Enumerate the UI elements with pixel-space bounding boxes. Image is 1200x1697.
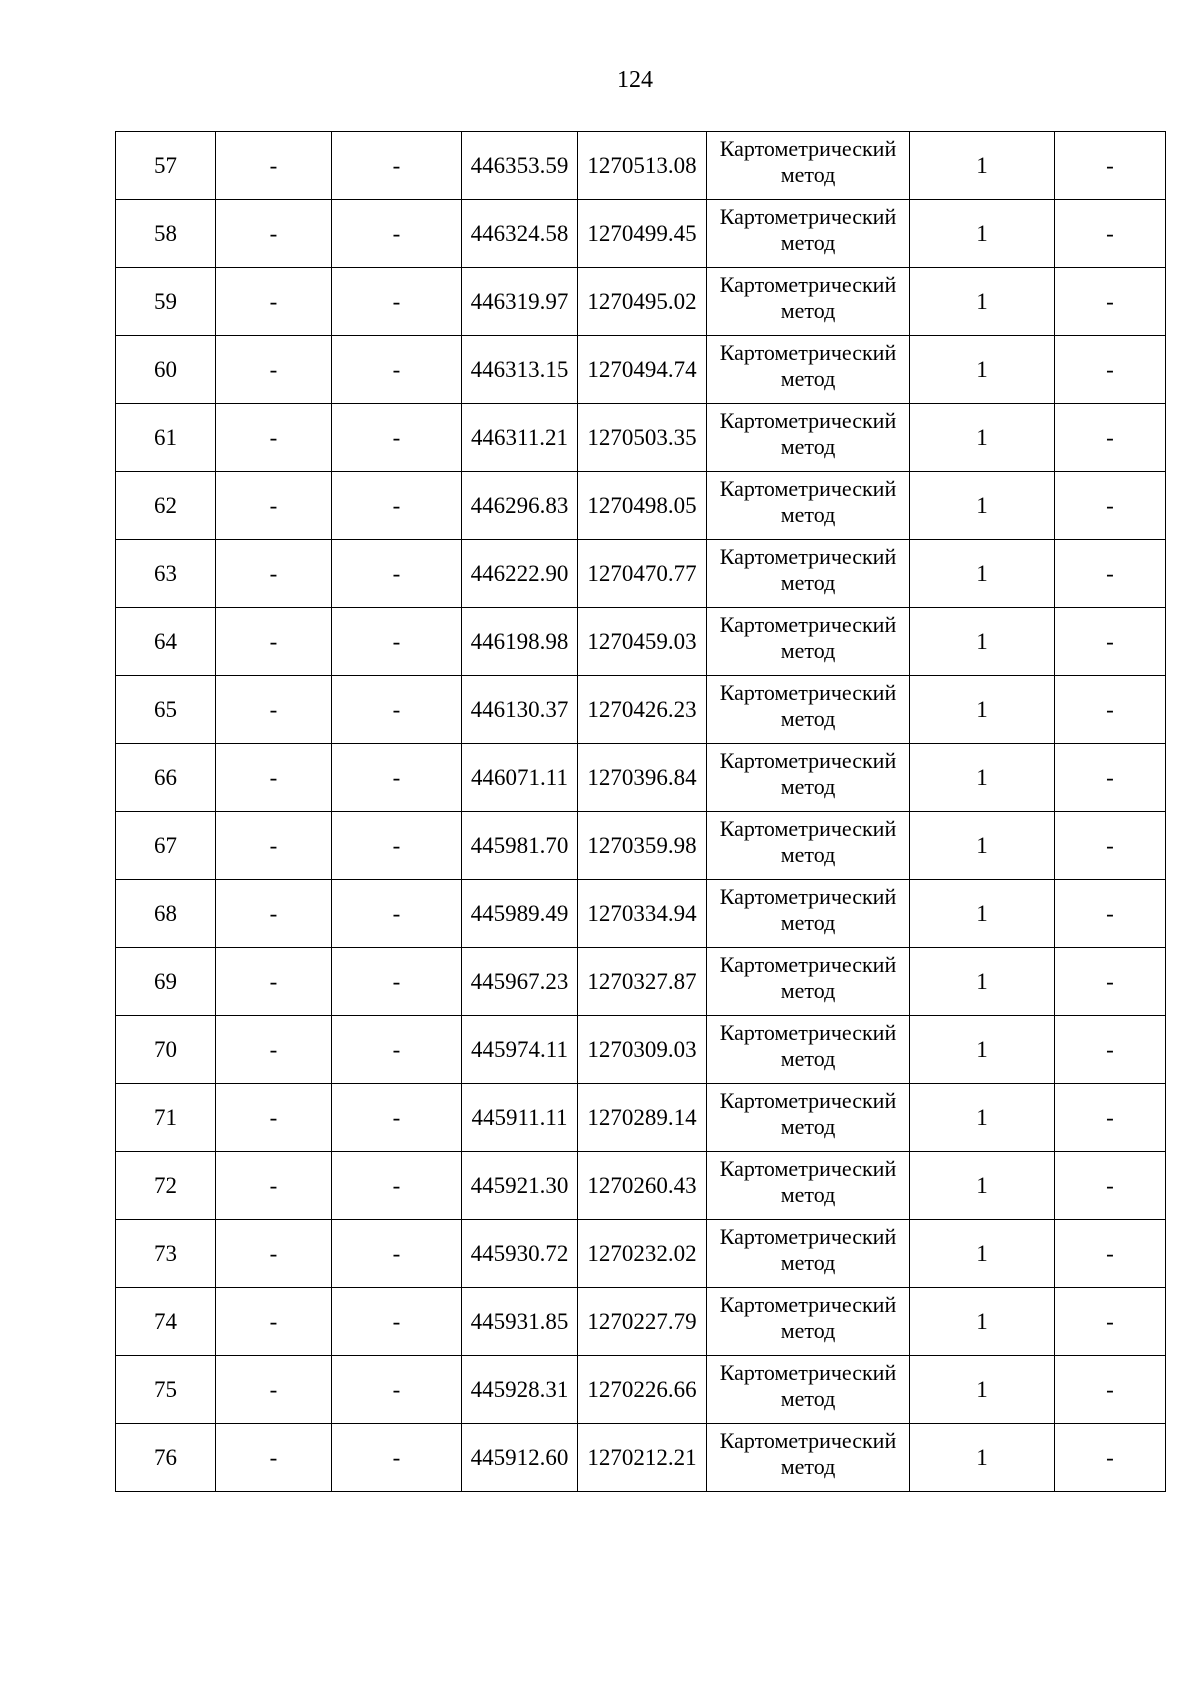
empty-value-cell: - bbox=[1055, 540, 1166, 608]
empty-value-cell: - bbox=[332, 1356, 462, 1424]
accuracy-cell: 1 bbox=[910, 1220, 1055, 1288]
table-row bbox=[116, 200, 1166, 268]
y-coordinate-cell: 1270494.74 bbox=[578, 336, 707, 404]
y-coordinate-cell: 1270503.35 bbox=[578, 404, 707, 472]
y-coordinate-cell: 1270232.02 bbox=[578, 1220, 707, 1288]
method-cell: Картометрический метод bbox=[707, 744, 910, 812]
table-row bbox=[116, 540, 1166, 608]
point-number-cell: 57 bbox=[116, 132, 216, 200]
point-number-cell: 64 bbox=[116, 608, 216, 676]
method-cell: Картометрический метод bbox=[707, 1016, 910, 1084]
empty-value-cell: - bbox=[1055, 1152, 1166, 1220]
empty-value-cell: - bbox=[216, 472, 332, 540]
point-number-cell: 76 bbox=[116, 1424, 216, 1492]
table-row bbox=[116, 132, 1166, 200]
empty-value-cell: - bbox=[332, 268, 462, 336]
accuracy-cell: 1 bbox=[910, 404, 1055, 472]
empty-value-cell: - bbox=[1055, 1356, 1166, 1424]
table-row bbox=[116, 744, 1166, 812]
point-number-cell: 58 bbox=[116, 200, 216, 268]
y-coordinate-cell: 1270513.08 bbox=[578, 132, 707, 200]
x-coordinate-cell: 446222.90 bbox=[462, 540, 578, 608]
x-coordinate-cell: 445974.11 bbox=[462, 1016, 578, 1084]
x-coordinate-cell: 446198.98 bbox=[462, 608, 578, 676]
empty-value-cell: - bbox=[332, 472, 462, 540]
empty-value-cell: - bbox=[216, 1288, 332, 1356]
y-coordinate-cell: 1270426.23 bbox=[578, 676, 707, 744]
x-coordinate-cell: 445921.30 bbox=[462, 1152, 578, 1220]
empty-value-cell: - bbox=[332, 744, 462, 812]
point-number-cell: 61 bbox=[116, 404, 216, 472]
empty-value-cell: - bbox=[216, 200, 332, 268]
y-coordinate-cell: 1270227.79 bbox=[578, 1288, 707, 1356]
empty-value-cell: - bbox=[216, 744, 332, 812]
empty-value-cell: - bbox=[1055, 268, 1166, 336]
empty-value-cell: - bbox=[1055, 744, 1166, 812]
y-coordinate-cell: 1270470.77 bbox=[578, 540, 707, 608]
point-number-cell: 73 bbox=[116, 1220, 216, 1288]
point-number-cell: 60 bbox=[116, 336, 216, 404]
table-row bbox=[116, 880, 1166, 948]
method-cell: Картометрический метод bbox=[707, 1424, 910, 1492]
table-row bbox=[116, 1084, 1166, 1152]
empty-value-cell: - bbox=[332, 1084, 462, 1152]
empty-value-cell: - bbox=[1055, 1016, 1166, 1084]
empty-value-cell: - bbox=[1055, 1424, 1166, 1492]
empty-value-cell: - bbox=[1055, 404, 1166, 472]
method-cell: Картометрический метод bbox=[707, 404, 910, 472]
accuracy-cell: 1 bbox=[910, 472, 1055, 540]
table-row bbox=[116, 404, 1166, 472]
empty-value-cell: - bbox=[1055, 1084, 1166, 1152]
method-cell: Картометрический метод bbox=[707, 200, 910, 268]
method-cell: Картометрический метод bbox=[707, 1356, 910, 1424]
x-coordinate-cell: 446071.11 bbox=[462, 744, 578, 812]
x-coordinate-cell: 445911.11 bbox=[462, 1084, 578, 1152]
point-number-cell: 70 bbox=[116, 1016, 216, 1084]
empty-value-cell: - bbox=[332, 880, 462, 948]
y-coordinate-cell: 1270309.03 bbox=[578, 1016, 707, 1084]
accuracy-cell: 1 bbox=[910, 540, 1055, 608]
empty-value-cell: - bbox=[216, 404, 332, 472]
table-row bbox=[116, 812, 1166, 880]
empty-value-cell: - bbox=[216, 268, 332, 336]
y-coordinate-cell: 1270495.02 bbox=[578, 268, 707, 336]
empty-value-cell: - bbox=[216, 1424, 332, 1492]
point-number-cell: 65 bbox=[116, 676, 216, 744]
empty-value-cell: - bbox=[1055, 1288, 1166, 1356]
empty-value-cell: - bbox=[216, 948, 332, 1016]
point-number-cell: 74 bbox=[116, 1288, 216, 1356]
empty-value-cell: - bbox=[332, 404, 462, 472]
method-cell: Картометрический метод bbox=[707, 336, 910, 404]
table-row bbox=[116, 676, 1166, 744]
x-coordinate-cell: 446319.97 bbox=[462, 268, 578, 336]
accuracy-cell: 1 bbox=[910, 744, 1055, 812]
empty-value-cell: - bbox=[332, 336, 462, 404]
empty-value-cell: - bbox=[332, 1152, 462, 1220]
empty-value-cell: - bbox=[332, 1424, 462, 1492]
method-cell: Картометрический метод bbox=[707, 812, 910, 880]
accuracy-cell: 1 bbox=[910, 812, 1055, 880]
empty-value-cell: - bbox=[1055, 812, 1166, 880]
method-cell: Картометрический метод bbox=[707, 608, 910, 676]
empty-value-cell: - bbox=[1055, 880, 1166, 948]
empty-value-cell: - bbox=[1055, 336, 1166, 404]
table-row bbox=[116, 268, 1166, 336]
method-cell: Картометрический метод bbox=[707, 472, 910, 540]
x-coordinate-cell: 446296.83 bbox=[462, 472, 578, 540]
empty-value-cell: - bbox=[1055, 132, 1166, 200]
empty-value-cell: - bbox=[216, 676, 332, 744]
accuracy-cell: 1 bbox=[910, 676, 1055, 744]
table-row bbox=[116, 1288, 1166, 1356]
accuracy-cell: 1 bbox=[910, 336, 1055, 404]
x-coordinate-cell: 445989.49 bbox=[462, 880, 578, 948]
empty-value-cell: - bbox=[332, 948, 462, 1016]
point-number-cell: 67 bbox=[116, 812, 216, 880]
empty-value-cell: - bbox=[1055, 948, 1166, 1016]
x-coordinate-cell: 445930.72 bbox=[462, 1220, 578, 1288]
method-cell: Картометрический метод bbox=[707, 1152, 910, 1220]
x-coordinate-cell: 445981.70 bbox=[462, 812, 578, 880]
x-coordinate-cell: 445912.60 bbox=[462, 1424, 578, 1492]
point-number-cell: 75 bbox=[116, 1356, 216, 1424]
empty-value-cell: - bbox=[1055, 608, 1166, 676]
empty-value-cell: - bbox=[332, 812, 462, 880]
empty-value-cell: - bbox=[1055, 472, 1166, 540]
empty-value-cell: - bbox=[332, 200, 462, 268]
method-cell: Картометрический метод bbox=[707, 1084, 910, 1152]
accuracy-cell: 1 bbox=[910, 1356, 1055, 1424]
method-cell: Картометрический метод bbox=[707, 268, 910, 336]
page-number: 124 bbox=[617, 67, 653, 93]
y-coordinate-cell: 1270327.87 bbox=[578, 948, 707, 1016]
accuracy-cell: 1 bbox=[910, 608, 1055, 676]
empty-value-cell: - bbox=[332, 608, 462, 676]
method-cell: Картометрический метод bbox=[707, 540, 910, 608]
coordinates-table bbox=[115, 131, 1166, 1492]
table-row bbox=[116, 1356, 1166, 1424]
empty-value-cell: - bbox=[1055, 200, 1166, 268]
empty-value-cell: - bbox=[216, 1016, 332, 1084]
point-number-cell: 63 bbox=[116, 540, 216, 608]
x-coordinate-cell: 446313.15 bbox=[462, 336, 578, 404]
x-coordinate-cell: 445928.31 bbox=[462, 1356, 578, 1424]
table-row bbox=[116, 336, 1166, 404]
y-coordinate-cell: 1270498.05 bbox=[578, 472, 707, 540]
y-coordinate-cell: 1270499.45 bbox=[578, 200, 707, 268]
point-number-cell: 59 bbox=[116, 268, 216, 336]
point-number-cell: 66 bbox=[116, 744, 216, 812]
accuracy-cell: 1 bbox=[910, 132, 1055, 200]
empty-value-cell: - bbox=[216, 540, 332, 608]
y-coordinate-cell: 1270260.43 bbox=[578, 1152, 707, 1220]
table-row bbox=[116, 608, 1166, 676]
accuracy-cell: 1 bbox=[910, 880, 1055, 948]
point-number-cell: 72 bbox=[116, 1152, 216, 1220]
accuracy-cell: 1 bbox=[910, 268, 1055, 336]
y-coordinate-cell: 1270334.94 bbox=[578, 880, 707, 948]
empty-value-cell: - bbox=[216, 1220, 332, 1288]
empty-value-cell: - bbox=[1055, 1220, 1166, 1288]
empty-value-cell: - bbox=[332, 676, 462, 744]
table-row bbox=[116, 948, 1166, 1016]
table-row bbox=[116, 1152, 1166, 1220]
y-coordinate-cell: 1270226.66 bbox=[578, 1356, 707, 1424]
x-coordinate-cell: 445931.85 bbox=[462, 1288, 578, 1356]
method-cell: Картометрический метод bbox=[707, 1220, 910, 1288]
method-cell: Картометрический метод bbox=[707, 132, 910, 200]
empty-value-cell: - bbox=[1055, 676, 1166, 744]
accuracy-cell: 1 bbox=[910, 1288, 1055, 1356]
accuracy-cell: 1 bbox=[910, 200, 1055, 268]
empty-value-cell: - bbox=[332, 1016, 462, 1084]
empty-value-cell: - bbox=[216, 1084, 332, 1152]
empty-value-cell: - bbox=[216, 880, 332, 948]
accuracy-cell: 1 bbox=[910, 1084, 1055, 1152]
table-row bbox=[116, 1016, 1166, 1084]
y-coordinate-cell: 1270359.98 bbox=[578, 812, 707, 880]
table-body bbox=[116, 132, 1166, 1492]
x-coordinate-cell: 446324.58 bbox=[462, 200, 578, 268]
empty-value-cell: - bbox=[216, 336, 332, 404]
table-row bbox=[116, 1220, 1166, 1288]
empty-value-cell: - bbox=[332, 1288, 462, 1356]
accuracy-cell: 1 bbox=[910, 948, 1055, 1016]
accuracy-cell: 1 bbox=[910, 1424, 1055, 1492]
y-coordinate-cell: 1270212.21 bbox=[578, 1424, 707, 1492]
method-cell: Картометрический метод bbox=[707, 880, 910, 948]
empty-value-cell: - bbox=[332, 132, 462, 200]
empty-value-cell: - bbox=[216, 812, 332, 880]
empty-value-cell: - bbox=[216, 1152, 332, 1220]
point-number-cell: 71 bbox=[116, 1084, 216, 1152]
accuracy-cell: 1 bbox=[910, 1152, 1055, 1220]
method-cell: Картометрический метод bbox=[707, 676, 910, 744]
empty-value-cell: - bbox=[216, 608, 332, 676]
y-coordinate-cell: 1270289.14 bbox=[578, 1084, 707, 1152]
y-coordinate-cell: 1270459.03 bbox=[578, 608, 707, 676]
x-coordinate-cell: 445967.23 bbox=[462, 948, 578, 1016]
x-coordinate-cell: 446130.37 bbox=[462, 676, 578, 744]
point-number-cell: 62 bbox=[116, 472, 216, 540]
table-row bbox=[116, 472, 1166, 540]
empty-value-cell: - bbox=[332, 1220, 462, 1288]
empty-value-cell: - bbox=[216, 1356, 332, 1424]
point-number-cell: 69 bbox=[116, 948, 216, 1016]
y-coordinate-cell: 1270396.84 bbox=[578, 744, 707, 812]
x-coordinate-cell: 446311.21 bbox=[462, 404, 578, 472]
table-row bbox=[116, 1424, 1166, 1492]
empty-value-cell: - bbox=[332, 540, 462, 608]
empty-value-cell: - bbox=[216, 132, 332, 200]
x-coordinate-cell: 446353.59 bbox=[462, 132, 578, 200]
point-number-cell: 68 bbox=[116, 880, 216, 948]
accuracy-cell: 1 bbox=[910, 1016, 1055, 1084]
method-cell: Картометрический метод bbox=[707, 1288, 910, 1356]
method-cell: Картометрический метод bbox=[707, 948, 910, 1016]
